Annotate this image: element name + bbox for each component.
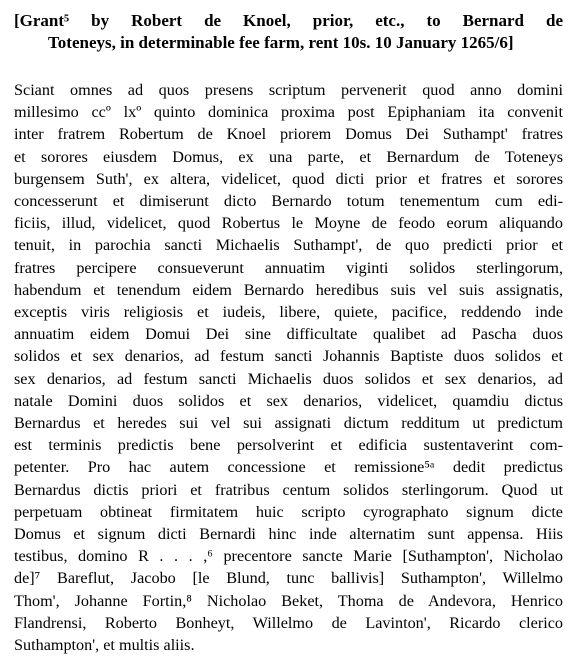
text-line: et sorores eiusdem Domus, ex una parte, et Bernardum de Toteneys [14, 147, 563, 166]
text-line: tenuit, in parochia sancti Michaelis Suthampt', de quo predicti prior et [14, 236, 563, 255]
text-line: est terminis predictis bene persolverint et edificia sustentaverint com- [14, 436, 563, 455]
text-line: ficiis, illud, videlicet, quod Robertus le Moyne de feodo eorum aliquando [14, 214, 563, 233]
text-line: Sciant omnes ad quos presens scriptum pervenerit quod anno domini [14, 81, 563, 99]
text-line: Bernardus dictis priori et fratribus centum solidos sterlingorum. Quod ut [14, 480, 563, 499]
text-line: Domus et signum dicti Bernardi hinc inde alternatim sunt appensa. Hiis [14, 525, 563, 544]
charter-text [14, 79, 563, 656]
text-line: Thom', Johanne Fortin,⁸ Nicholao Beket, Thoma de Andevora, Henrico [14, 591, 563, 610]
document-page [14, 10, 563, 656]
heading-line-2: Toteneys, in determinable fee farm, rent 10s. 10 January 1265/6] [48, 33, 514, 52]
text-line: Suthampton', et multis aliis. [14, 636, 195, 655]
text-line: sex denarios, ad festum sancti Michaelis duos solidos et sex denarios, ad [14, 369, 563, 388]
text-line: Flandrensi, Roberto Bonheyt, Willelmo de Lavinton', Ricardo clerico [14, 613, 563, 632]
text-line: testibus, domino R . . . ,⁶ precentore sancte Marie [Suthampton', Nicholao [14, 547, 563, 566]
text-line: millesimo ccº lxº quinto dominica proxima post Epiphaniam ita convenit [14, 103, 563, 122]
text-line: fratres percipere consueverunt annuatim viginti solidos sterlingorum, [14, 258, 563, 277]
text-line: habendum et tenendum eidem Bernardo heredibus suis vel suis assignatis, [14, 280, 563, 299]
text-line: perpetuam obtineat firmitatem huic scripto cyrographato signum dicte [14, 502, 563, 521]
text-line: exceptis viris religiosis et iudeis, libere, quiete, pacifice, reddendo inde [14, 303, 563, 322]
text-line: annuatim eidem Domui Dei sine difficultate qualibet ad Pascha duos [14, 325, 563, 344]
text-line: natale Domini duos solidos et sex denarios, videlicet, quamdiu dictus [14, 391, 563, 410]
text-line: petenter. Pro hac autem concessione et remissione⁵ᵃ dedit predictus [14, 458, 563, 477]
heading-line-1: [Grant⁵ by Robert de Knoel, prior, etc., to Bernard de [14, 11, 563, 30]
text-line: de]⁷ Bareflut, Jacobo [le Blund, tunc ballivis] Suthampton', Willelmo [14, 569, 563, 588]
charter-heading [14, 10, 563, 54]
text-line: Bernardus et heredes sui vel sui assignati dictum redditum ut predictum [14, 414, 563, 433]
text-line: concesserunt et dimiserunt dicto Bernardo totum tenementum cum edi- [14, 192, 563, 211]
text-line: burgensem Suth', ex altera, videlicet, quod dicti prior et fratres et sorores [14, 169, 563, 188]
text-line: solidos et sex denarios, ad festum sancti Johannis Baptiste duos solidos et [14, 347, 563, 366]
text-line: inter fratrem Robertum de Knoel priorem Domus Dei Suthampt' fratres [14, 125, 563, 144]
